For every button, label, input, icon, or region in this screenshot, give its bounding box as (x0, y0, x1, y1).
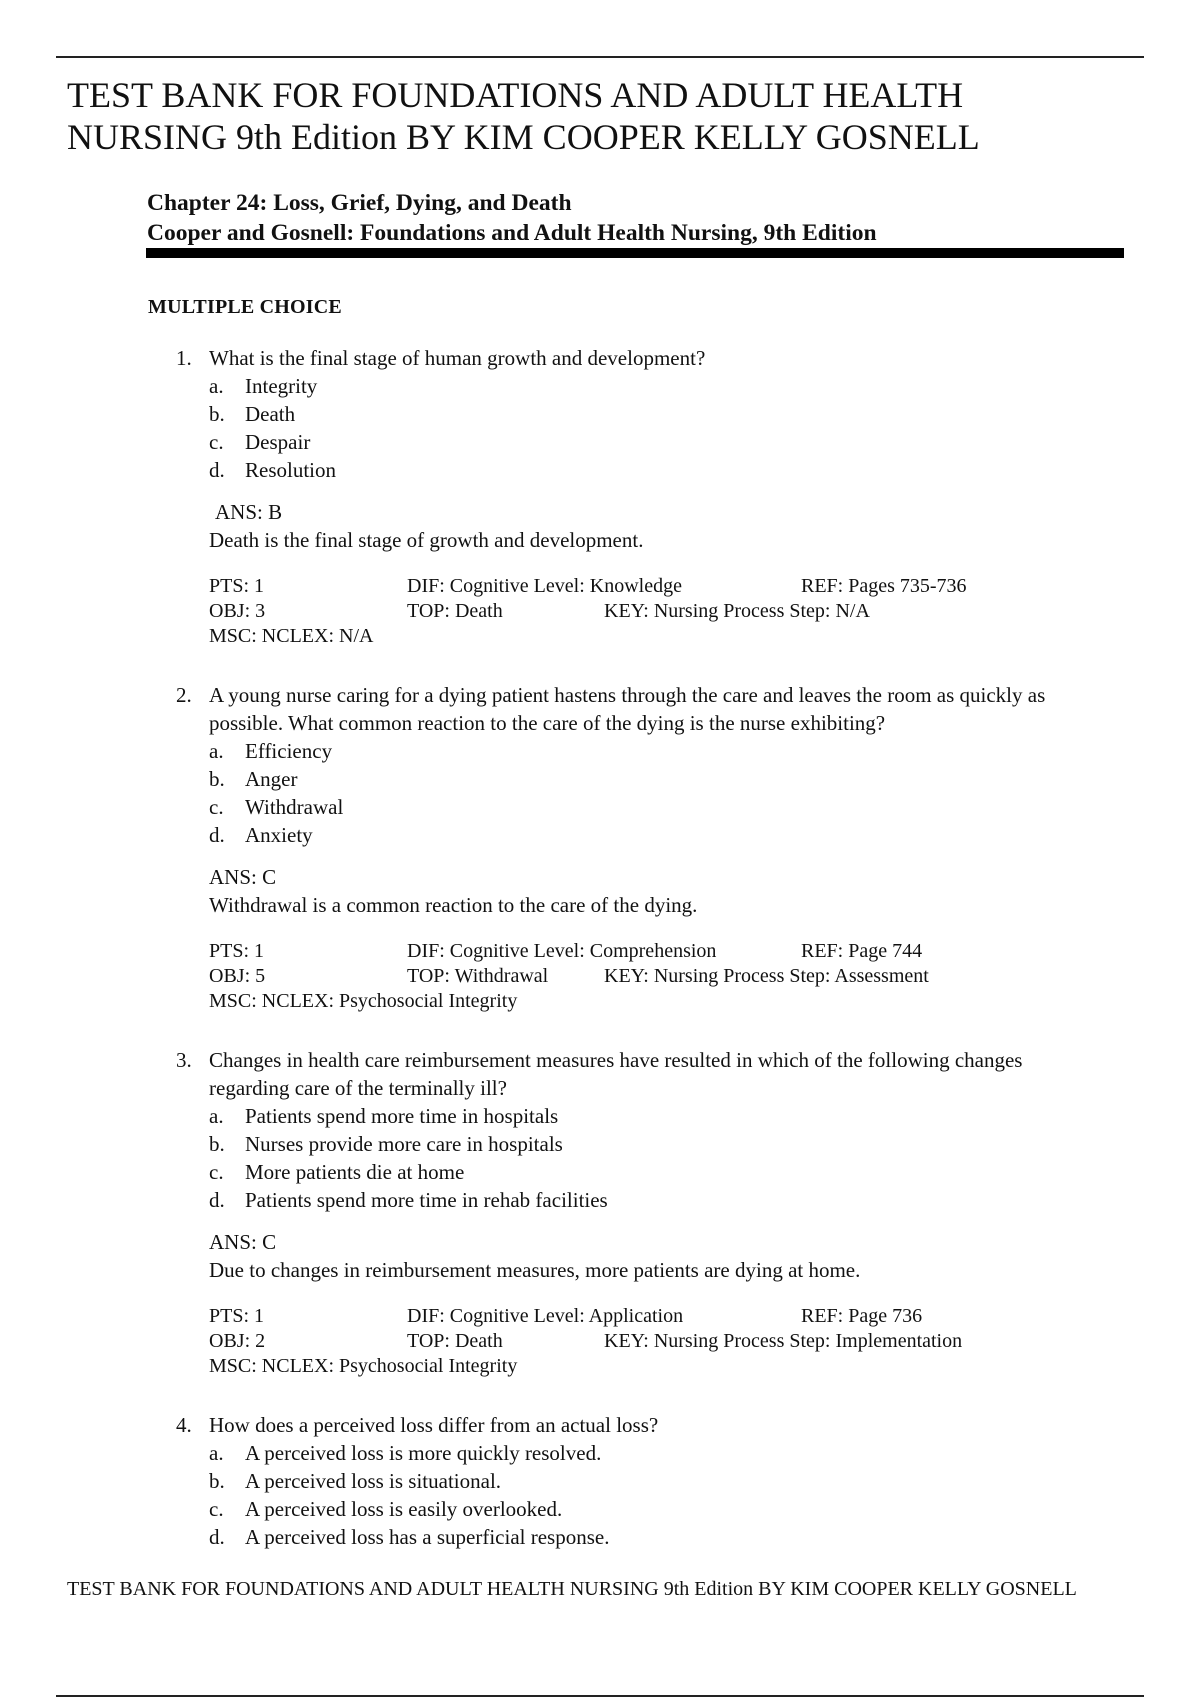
meta-key: KEY: Nursing Process Step: N/A (604, 600, 870, 622)
meta-pts: PTS: 1 (209, 940, 265, 962)
option-letter: d. (209, 1188, 225, 1212)
answer-key: ANS: C (209, 865, 277, 889)
answer-rationale: Death is the final stage of growth and development. (209, 528, 644, 552)
book-title: Cooper and Gosnell: Foundations and Adult Health Nursing, 9th Edition (147, 220, 877, 246)
meta-msc: MSC: NCLEX: Psychosocial Integrity (209, 990, 518, 1012)
option-letter: a. (209, 374, 224, 398)
meta-obj: OBJ: 3 (209, 600, 266, 622)
option-text: More patients die at home (245, 1160, 465, 1184)
option-a (209, 372, 1106, 400)
question-1 (176, 344, 1106, 649)
question-text: How does a perceived loss differ from an actual loss? (209, 1413, 659, 1437)
option-letter: a. (209, 1441, 224, 1465)
question-number: 1. (176, 346, 192, 370)
chapter-heading (147, 188, 1127, 248)
option-letter: d. (209, 823, 225, 847)
answer-key: ANS: C (209, 1230, 277, 1254)
question-metadata (209, 939, 1106, 1014)
meta-ref: REF: Page 736 (801, 1305, 923, 1327)
option-text: Despair (245, 430, 311, 454)
document-title-line-2: NURSING 9th Edition BY KIM COOPER KELLY GOSNELL (67, 117, 980, 157)
meta-pts: PTS: 1 (209, 1305, 265, 1327)
question-2 (176, 681, 1106, 1014)
option-a (209, 1439, 1106, 1467)
meta-pts: PTS: 1 (209, 575, 265, 597)
option-text: Integrity (245, 374, 318, 398)
option-b (209, 1467, 1106, 1495)
option-a (209, 737, 1106, 765)
question-stem (176, 1411, 1106, 1439)
meta-dif: DIF: Cognitive Level: Knowledge (407, 575, 682, 597)
answer-rationale: Due to changes in reimbursement measures, more patients are dying at home. (209, 1258, 861, 1282)
option-letter: c. (209, 430, 224, 454)
option-letter: d. (209, 458, 225, 482)
option-letter: c. (209, 795, 224, 819)
question-number: 2. (176, 683, 192, 707)
option-text: Nurses provide more care in hospitals (245, 1132, 563, 1156)
answer-options (176, 1439, 1106, 1551)
option-letter: c. (209, 1497, 224, 1521)
option-c (209, 428, 1106, 456)
option-b (209, 400, 1106, 428)
option-text: Withdrawal (245, 795, 344, 819)
bottom-rule (56, 1695, 1144, 1697)
chapter-title: Chapter 24: Loss, Grief, Dying, and Death (147, 190, 572, 216)
option-letter: b. (209, 402, 225, 426)
answer-options (176, 737, 1106, 849)
question-text: What is the final stage of human growth and development? (209, 346, 706, 370)
meta-obj: OBJ: 2 (209, 1330, 266, 1352)
question-stem (176, 681, 1106, 737)
question-stem (176, 1046, 1106, 1102)
page-footer: TEST BANK FOR FOUNDATIONS AND ADULT HEALTH NURSING 9th Edition BY KIM COOPER KELLY GOSNELL (67, 1578, 1077, 1600)
question-number: 3. (176, 1048, 192, 1072)
option-c (209, 793, 1106, 821)
option-d (209, 456, 1106, 484)
option-text: Patients spend more time in hospitals (245, 1104, 559, 1128)
option-d (209, 1523, 1106, 1551)
option-a (209, 1102, 1106, 1130)
option-text: Anger (245, 767, 298, 791)
question-4 (176, 1411, 1106, 1551)
answer-block (176, 1228, 1106, 1284)
answer-options (176, 372, 1106, 484)
option-text: A perceived loss has a superficial response. (245, 1525, 610, 1549)
option-text: A perceived loss is more quickly resolved. (245, 1441, 602, 1465)
meta-ref: REF: Pages 735-736 (801, 575, 967, 597)
meta-top: TOP: Death (407, 600, 503, 622)
option-letter: a. (209, 1104, 224, 1128)
meta-key: KEY: Nursing Process Step: Assessment (604, 965, 929, 987)
option-b (209, 1130, 1106, 1158)
question-number: 4. (176, 1413, 192, 1437)
meta-msc: MSC: NCLEX: N/A (209, 625, 374, 647)
meta-key: KEY: Nursing Process Step: Implementation (604, 1330, 963, 1352)
top-rule (56, 56, 1144, 58)
question-3 (176, 1046, 1106, 1379)
document-title (67, 74, 1147, 158)
answer-options (176, 1102, 1106, 1214)
question-metadata (209, 574, 1106, 649)
meta-top: TOP: Withdrawal (407, 965, 549, 987)
option-text: Efficiency (245, 739, 333, 763)
meta-ref: REF: Page 744 (801, 940, 923, 962)
option-letter: b. (209, 1132, 225, 1156)
question-metadata (209, 1304, 1106, 1379)
option-c (209, 1495, 1106, 1523)
question-stem (176, 344, 1106, 372)
question-text: A young nurse caring for a dying patient hastens through the care and leaves the room as quickly as possible. What common reaction to the care of the dying is the nurse exhibiting? (209, 683, 1046, 735)
option-text: A perceived loss is easily overlooked. (245, 1497, 563, 1521)
option-d (209, 1186, 1106, 1214)
option-text: Death (245, 402, 296, 426)
option-text: Anxiety (245, 823, 313, 847)
option-letter: b. (209, 1469, 225, 1493)
answer-key: ANS: B (215, 500, 283, 524)
option-d (209, 821, 1106, 849)
option-text: Patients spend more time in rehab facilities (245, 1188, 608, 1212)
document-title-line-1: TEST BANK FOR FOUNDATIONS AND ADULT HEALTH (67, 75, 964, 115)
option-letter: b. (209, 767, 225, 791)
option-letter: c. (209, 1160, 224, 1184)
option-text: A perceived loss is situational. (245, 1469, 502, 1493)
meta-top: TOP: Death (407, 1330, 503, 1352)
option-letter: a. (209, 739, 224, 763)
option-text: Resolution (245, 458, 337, 482)
option-c (209, 1158, 1106, 1186)
answer-block (176, 863, 1106, 919)
option-b (209, 765, 1106, 793)
answer-rationale: Withdrawal is a common reaction to the care of the dying. (209, 893, 698, 917)
option-letter: d. (209, 1525, 225, 1549)
meta-msc: MSC: NCLEX: Psychosocial Integrity (209, 1355, 518, 1377)
question-text: Changes in health care reimbursement measures have resulted in which of the following changes regarding care of the terminally ill? (209, 1048, 1023, 1100)
meta-dif: DIF: Cognitive Level: Application (407, 1305, 684, 1327)
meta-obj: OBJ: 5 (209, 965, 266, 987)
chapter-divider (146, 248, 1124, 258)
meta-dif: DIF: Cognitive Level: Comprehension (407, 940, 717, 962)
section-title: MULTIPLE CHOICE (148, 296, 342, 318)
answer-block (176, 498, 1106, 554)
